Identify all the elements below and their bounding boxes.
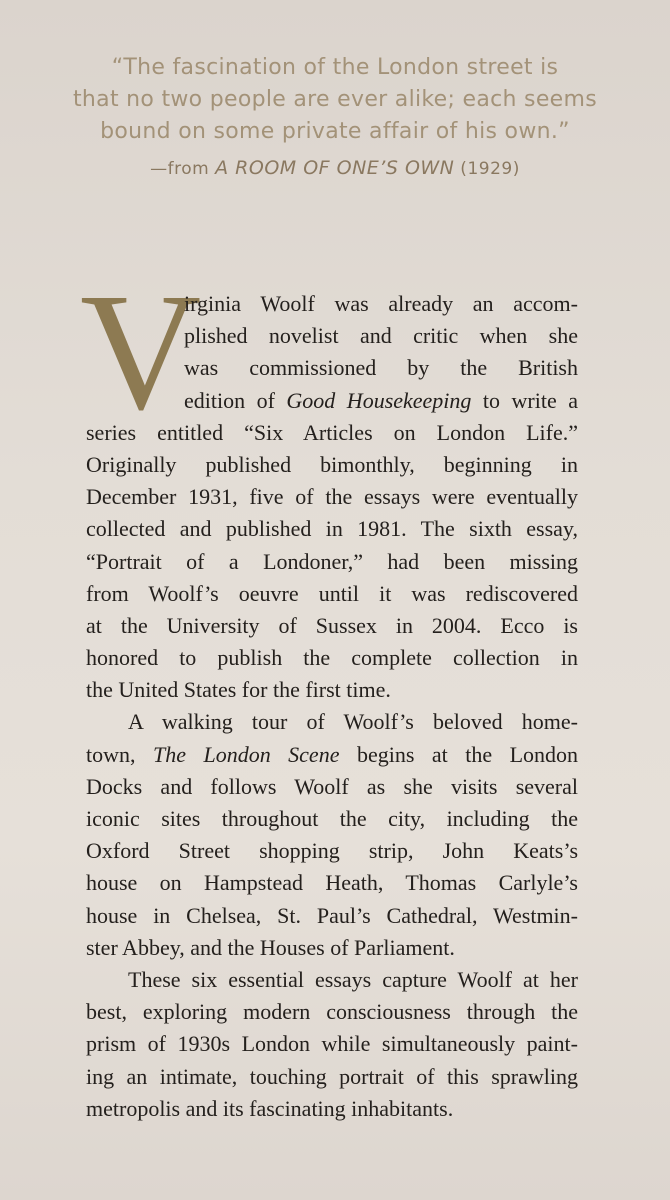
text-line: at the University of Sussex in 2004. Ecco is: [86, 612, 578, 638]
text-line: was commissioned by the British: [184, 355, 578, 381]
text-line: irginia Woolf was already an accom-: [184, 291, 578, 316]
text-line: ing an intimate, touching portrait of this sprawling: [86, 1063, 578, 1089]
text-fragment: edition of: [184, 387, 287, 413]
text-line: iconic sites throughout the city, including the: [86, 806, 578, 831]
text-line: “Portrait of a Londoner,” had been missing: [86, 548, 578, 574]
epigraph-quote: [40, 50, 630, 187]
text-line: the United States for the first time.: [86, 677, 391, 703]
text-line: Docks and follows Woolf as she visits several: [86, 773, 578, 799]
text-line: [86, 385, 578, 417]
text-fragment: begins at the London: [339, 741, 579, 767]
text-line: collected and published in 1981. The sixth essay,: [86, 516, 578, 542]
text-line: from Woolf’s oeuvre until it was rediscovered: [86, 580, 578, 606]
drop-cap-letter: V: [80, 259, 202, 445]
text-line: series entitled “Six Articles on London Life.”: [86, 419, 578, 445]
text-line: house on Hampstead Heath, Thomas Carlyle’s: [86, 870, 578, 896]
magazine-title: Good Housekeeping: [286, 387, 472, 413]
text-line: prism of 1930s London while simultaneously paint-: [86, 1031, 578, 1057]
text-line: A walking tour of Woolf’s beloved home-: [128, 709, 578, 735]
text-line: house in Chelsea, St. Paul’s Cathedral, Westmin-: [86, 902, 578, 928]
text-line: best, exploring modern consciousness through the: [86, 999, 578, 1025]
text-fragment: town,: [86, 741, 153, 767]
text-line: Originally published bimonthly, beginning in: [86, 451, 578, 477]
attribution-year: (1929): [454, 158, 520, 179]
text-fragment: to write a: [471, 387, 578, 413]
attribution-prefix: —from: [150, 158, 216, 179]
attribution-book-title: A ROOM OF ONE’S OWN: [215, 156, 455, 179]
text-line: plished novelist and critic when she: [184, 323, 578, 349]
flap-copy-text: [86, 288, 578, 1125]
text-line: These six essential essays capture Woolf at her: [128, 966, 578, 992]
text-line: metropolis and its fascinating inhabitants.: [86, 1095, 454, 1121]
epigraph-line: that no two people are ever alike; each seems: [73, 87, 597, 113]
epigraph-line: bound on some private affair of his own.”: [100, 119, 570, 145]
text-line: honored to publish the complete collection in: [86, 645, 578, 671]
epigraph-line: “The fascination of the London street is: [111, 55, 559, 80]
book-title: The London Scene: [152, 741, 340, 767]
text-line: Oxford Street shopping strip, John Keats’s: [86, 838, 578, 864]
epigraph-attribution: [40, 151, 630, 187]
text-line: December 1931, five of the essays were eventually: [86, 484, 578, 510]
text-line: [86, 739, 578, 771]
text-line: ster Abbey, and the Houses of Parliament.: [86, 934, 455, 960]
